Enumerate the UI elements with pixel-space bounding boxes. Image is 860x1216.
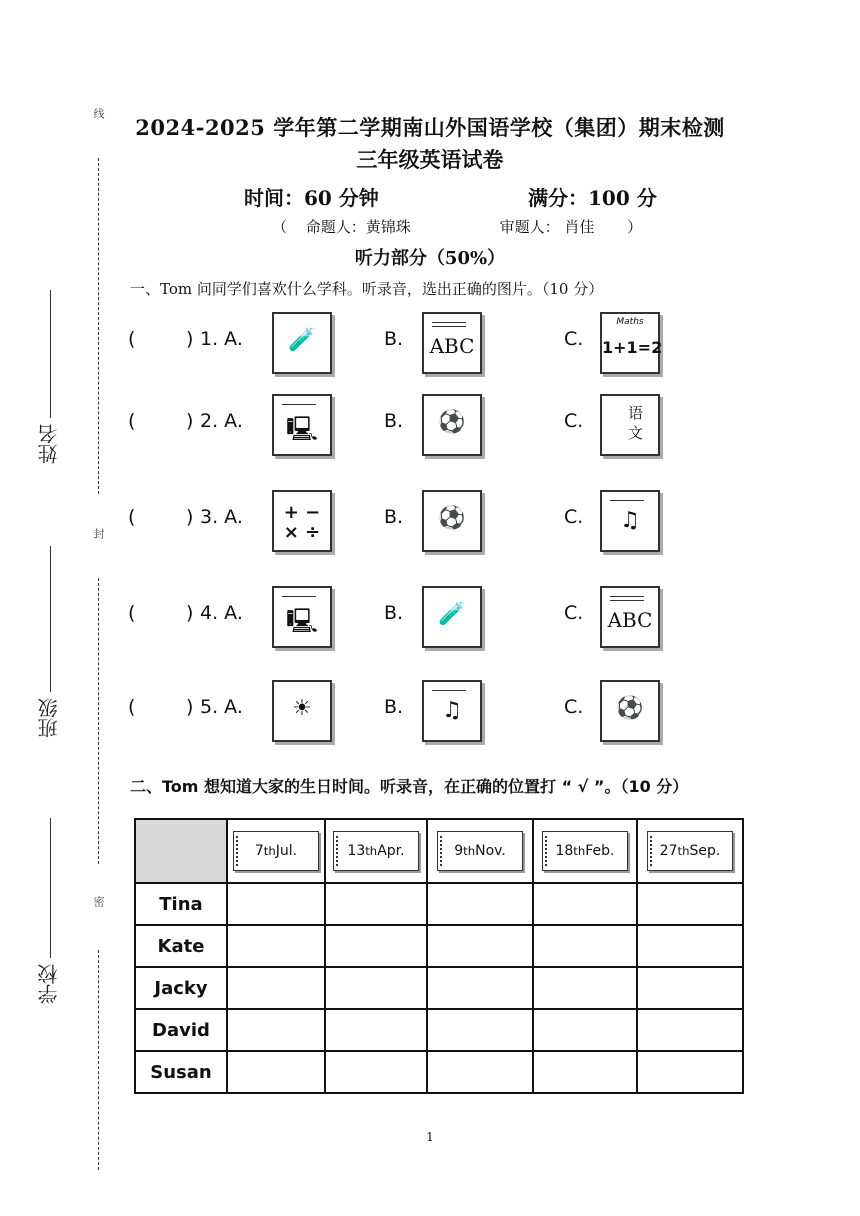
question-number: 4. A. xyxy=(200,602,243,624)
chinese-book-icon: 语 文 xyxy=(600,394,660,456)
option-c-label: C. xyxy=(564,328,584,350)
answer-paren-close: ) xyxy=(186,602,194,624)
table-row xyxy=(135,967,743,1009)
tick-cell[interactable] xyxy=(427,883,533,925)
question-number: 3. A. xyxy=(200,506,243,528)
date-header xyxy=(325,819,427,883)
table-row xyxy=(135,883,743,925)
tick-cell[interactable] xyxy=(533,1051,637,1093)
margin-char-xian: 线 xyxy=(92,108,105,119)
setters-open: （ xyxy=(272,218,288,236)
option-c-label: C. xyxy=(564,696,584,718)
setters-line xyxy=(272,216,656,237)
question-number: 2. A. xyxy=(200,410,243,432)
option-b-label: B. xyxy=(384,328,404,350)
tick-cell[interactable] xyxy=(427,967,533,1009)
cut-line xyxy=(98,158,99,494)
option-b-label: B. xyxy=(384,602,404,624)
tick-cell[interactable] xyxy=(637,1009,743,1051)
name-blank[interactable] xyxy=(50,290,51,418)
page-number: 1 xyxy=(426,1130,434,1144)
answer-paren-close: ) xyxy=(186,410,194,432)
tick-cell[interactable] xyxy=(637,967,743,1009)
date-card: 18 th Feb. xyxy=(542,831,628,871)
music-book-icon: ♫ xyxy=(422,680,482,742)
tick-cell[interactable] xyxy=(637,925,743,967)
setter-name: 命题人：黄锦珠 xyxy=(305,218,411,236)
pe-book-icon: ⚽ xyxy=(422,490,482,552)
table-row xyxy=(135,925,743,967)
school-label: 学校 xyxy=(37,964,61,1004)
science-book-icon: 🧪 xyxy=(272,312,332,374)
option-c-label: C. xyxy=(564,602,584,624)
reviewer-name: 审题人： 肖佳 xyxy=(499,218,595,236)
art-book-icon: ☀ xyxy=(272,680,332,742)
option-b-label: B. xyxy=(384,410,404,432)
question-number: 1. A. xyxy=(200,328,243,350)
music-book-icon: ♫ xyxy=(600,490,660,552)
tick-cell[interactable] xyxy=(533,1009,637,1051)
english-book-icon: ABC xyxy=(600,586,660,648)
tick-cell[interactable] xyxy=(533,925,637,967)
tick-cell[interactable] xyxy=(227,967,325,1009)
exam-title: 2024-2025 学年第二学期南山外国语学校（集团）期末检测 xyxy=(135,115,725,140)
question-number: 5. A. xyxy=(200,696,243,718)
class-blank[interactable] xyxy=(50,546,51,692)
tick-cell[interactable] xyxy=(427,1051,533,1093)
answer-paren-open[interactable]: ( xyxy=(128,328,136,350)
birthday-table xyxy=(134,818,744,1094)
section1-instruction: 一、Tom 问同学们喜欢什么学科。听录音，选出正确的图片。（10 分） xyxy=(130,280,604,298)
student-name: Jacky xyxy=(135,967,227,1009)
margin-char-mi: 密 xyxy=(92,896,105,907)
date-card: 9 th Nov. xyxy=(437,831,523,871)
exam-score: 满分：100 分 xyxy=(528,186,657,210)
answer-paren-close: ) xyxy=(186,696,194,718)
date-header xyxy=(533,819,637,883)
tick-cell[interactable] xyxy=(325,925,427,967)
maths-symbols-book-icon: + − × ÷ xyxy=(272,490,332,552)
date-header xyxy=(427,819,533,883)
date-header xyxy=(227,819,325,883)
tick-cell[interactable] xyxy=(533,883,637,925)
option-b-label: B. xyxy=(384,506,404,528)
table-row xyxy=(135,1009,743,1051)
section2-instruction: 二、Tom 想知道大家的生日时间。听录音，在正确的位置打 “ √ ”。（10 分） xyxy=(130,777,689,796)
pe-book-icon: ⚽ xyxy=(422,394,482,456)
answer-paren-close: ) xyxy=(186,328,194,350)
tick-cell[interactable] xyxy=(227,1009,325,1051)
date-card: 27 th Sep. xyxy=(647,831,733,871)
margin-char-feng: 封 xyxy=(92,528,105,539)
part-heading: 听力部分（50%） xyxy=(354,248,506,269)
pe-book-icon: ⚽ xyxy=(600,680,660,742)
computer-book-icon: 🖳 xyxy=(272,586,332,648)
tick-cell[interactable] xyxy=(227,1051,325,1093)
tick-cell[interactable] xyxy=(325,967,427,1009)
date-header xyxy=(637,819,743,883)
exam-subtitle: 三年级英语试卷 xyxy=(356,147,504,172)
tick-cell[interactable] xyxy=(227,883,325,925)
tick-cell[interactable] xyxy=(533,967,637,1009)
answer-paren-open[interactable]: ( xyxy=(128,602,136,624)
tick-cell[interactable] xyxy=(325,1009,427,1051)
cut-line xyxy=(98,578,99,864)
exam-time: 时间：60 分钟 xyxy=(244,186,379,210)
tick-cell[interactable] xyxy=(325,1051,427,1093)
tick-cell[interactable] xyxy=(427,925,533,967)
english-book-icon: ABC xyxy=(422,312,482,374)
tick-cell[interactable] xyxy=(637,883,743,925)
computer-book-icon: 🖳 xyxy=(272,394,332,456)
tick-cell[interactable] xyxy=(637,1051,743,1093)
answer-paren-open[interactable]: ( xyxy=(128,506,136,528)
date-card: 13 th Apr. xyxy=(333,831,419,871)
tick-cell[interactable] xyxy=(227,925,325,967)
student-name: Susan xyxy=(135,1051,227,1093)
option-b-label: B. xyxy=(384,696,404,718)
science-book-icon: 🧪 xyxy=(422,586,482,648)
tick-cell[interactable] xyxy=(427,1009,533,1051)
table-row xyxy=(135,1051,743,1093)
answer-paren-open[interactable]: ( xyxy=(128,696,136,718)
student-name: David xyxy=(135,1009,227,1051)
school-blank[interactable] xyxy=(50,818,51,958)
table-header-row xyxy=(135,819,743,883)
option-c-label: C. xyxy=(564,410,584,432)
class-label: 班级 xyxy=(37,698,61,738)
answer-paren-close: ) xyxy=(186,506,194,528)
tick-cell[interactable] xyxy=(325,883,427,925)
name-label: 姓名 xyxy=(37,424,61,464)
setters-close: ） xyxy=(627,218,643,236)
date-card: 7 th Jul. xyxy=(233,831,319,871)
table-corner xyxy=(135,819,227,883)
answer-paren-open[interactable]: ( xyxy=(128,410,136,432)
maths-book-icon: Maths 1+1=2 xyxy=(600,312,660,374)
student-name: Kate xyxy=(135,925,227,967)
option-c-label: C. xyxy=(564,506,584,528)
student-name: Tina xyxy=(135,883,227,925)
